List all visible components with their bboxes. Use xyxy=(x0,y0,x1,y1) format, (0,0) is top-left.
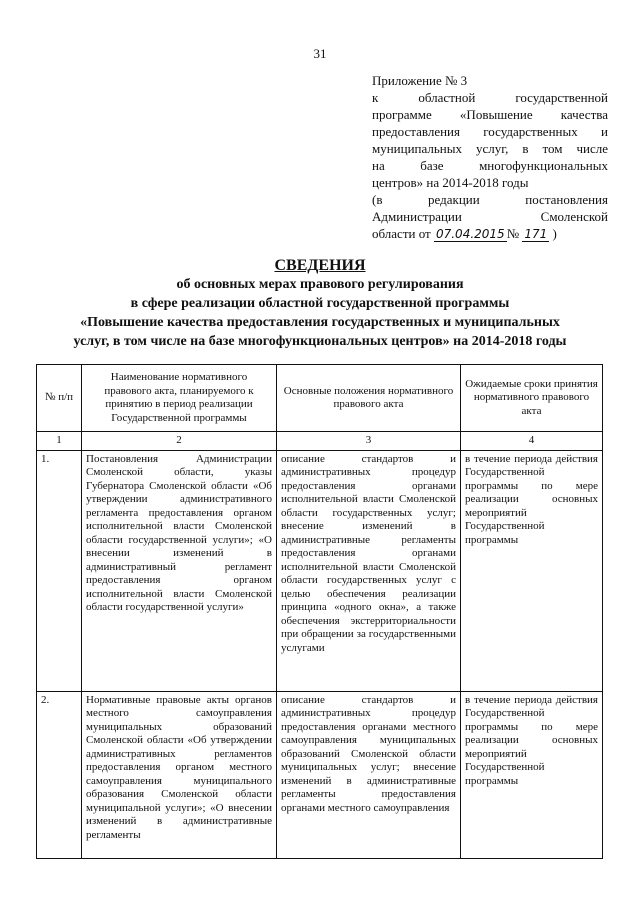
provisions-cell: описание стандартов и административных процедур предоставления органами местного самоуправления муниципальных образований Смоленской области муниципальных услуг; внесение изменений в административные регламенты предоставления органами местного самоуправления xyxy=(277,691,461,858)
title-main: СВЕДЕНИЯ xyxy=(274,257,366,274)
appendix-line: Администрации Смоленской xyxy=(372,209,608,224)
appendix-line: (в редакции постановления xyxy=(372,192,608,207)
appendix-line: муниципальных услуг, в том числе xyxy=(372,141,608,156)
measures-table xyxy=(36,364,603,859)
title-line: услуг, в том числе на базе многофункциональных центров» на 2014-2018 годы xyxy=(73,334,567,349)
appendix-resolution-line xyxy=(372,225,608,243)
document-title xyxy=(40,256,600,351)
row-number: 1. xyxy=(37,450,82,691)
appendix-note xyxy=(372,72,608,243)
resolution-suffix: ) xyxy=(552,226,557,241)
act-name-cell: Нормативные правовые акты органов местного самоуправления муниципальных образований Смоленской области «Об утверждении административных регламентов предоставления органом местного самоуправления муниципального образования Смоленской области муниципальной услуги»; «О внесении изменений в административные регламенты xyxy=(82,691,277,858)
resolution-number: 171 xyxy=(524,227,548,241)
title-line: в сфере реализации областной государственной программы xyxy=(130,296,510,311)
appendix-line: программе «Повышение качества xyxy=(372,107,608,122)
column-number-row xyxy=(37,432,603,451)
header-provisions: Основные положения нормативного правового акта xyxy=(277,365,461,432)
terms-cell: в течение периода действия Государственной программы по мере реализации основных мероприятий Государственной программы xyxy=(461,691,603,858)
appendix-line: к областной государственной xyxy=(372,90,608,105)
column-number: 2 xyxy=(82,432,277,451)
appendix-line: Приложение № 3 xyxy=(372,73,468,88)
provisions-cell: описание стандартов и административных процедур предоставления органами исполнительной власти Смоленской области государственных услуг; внесение изменений в административные регламенты предоставления органами исполнительной власти Смоленской области государственных услуг с целью обеспечения реализации принципа «одного окна», а также обеспечения экстерриториальности при обращении за государственными услугами xyxy=(277,450,461,691)
column-number: 3 xyxy=(277,432,461,451)
table-row xyxy=(37,691,603,858)
header-act-name: Наименование нормативного правового акта, планируемого к принятию в период реализации Государственной программы xyxy=(82,365,277,432)
title-line: «Повышение качества предоставления государственных и муниципальных xyxy=(80,315,560,330)
resolution-number-label: № xyxy=(506,226,520,241)
table-row xyxy=(37,450,603,691)
appendix-resolution-prefix: области от xyxy=(372,226,431,241)
act-name-cell: Постановления Администрации Смоленской области, указы Губернатора Смоленской области «Об утверждении административного регламента предоставления органом исполнительной власти Смоленской области государственной услуги»; «О внесении изменений в административный регламент предоставления органом исполнительной власти Смоленской области государственной услуги» xyxy=(82,450,277,691)
column-number: 4 xyxy=(461,432,603,451)
appendix-line: предоставления государственных и xyxy=(372,124,608,139)
title-line: об основных мерах правового регулирования xyxy=(176,277,464,292)
resolution-date: 07.04.2015 xyxy=(435,227,505,241)
appendix-line: центров» на 2014-2018 годы xyxy=(372,175,529,190)
table-header-row xyxy=(37,365,603,432)
column-number: 1 xyxy=(37,432,82,451)
page-number: 31 xyxy=(313,46,327,61)
header-number: № п/п xyxy=(37,365,82,432)
row-number: 2. xyxy=(37,691,82,858)
appendix-line: на базе многофункциональных xyxy=(372,158,608,173)
terms-cell: в течение периода действия Государственной программы по мере реализации основных мероприятий Государственной программы xyxy=(461,450,603,691)
header-terms: Ожидаемые сроки принятия нормативного правового акта xyxy=(461,365,603,432)
